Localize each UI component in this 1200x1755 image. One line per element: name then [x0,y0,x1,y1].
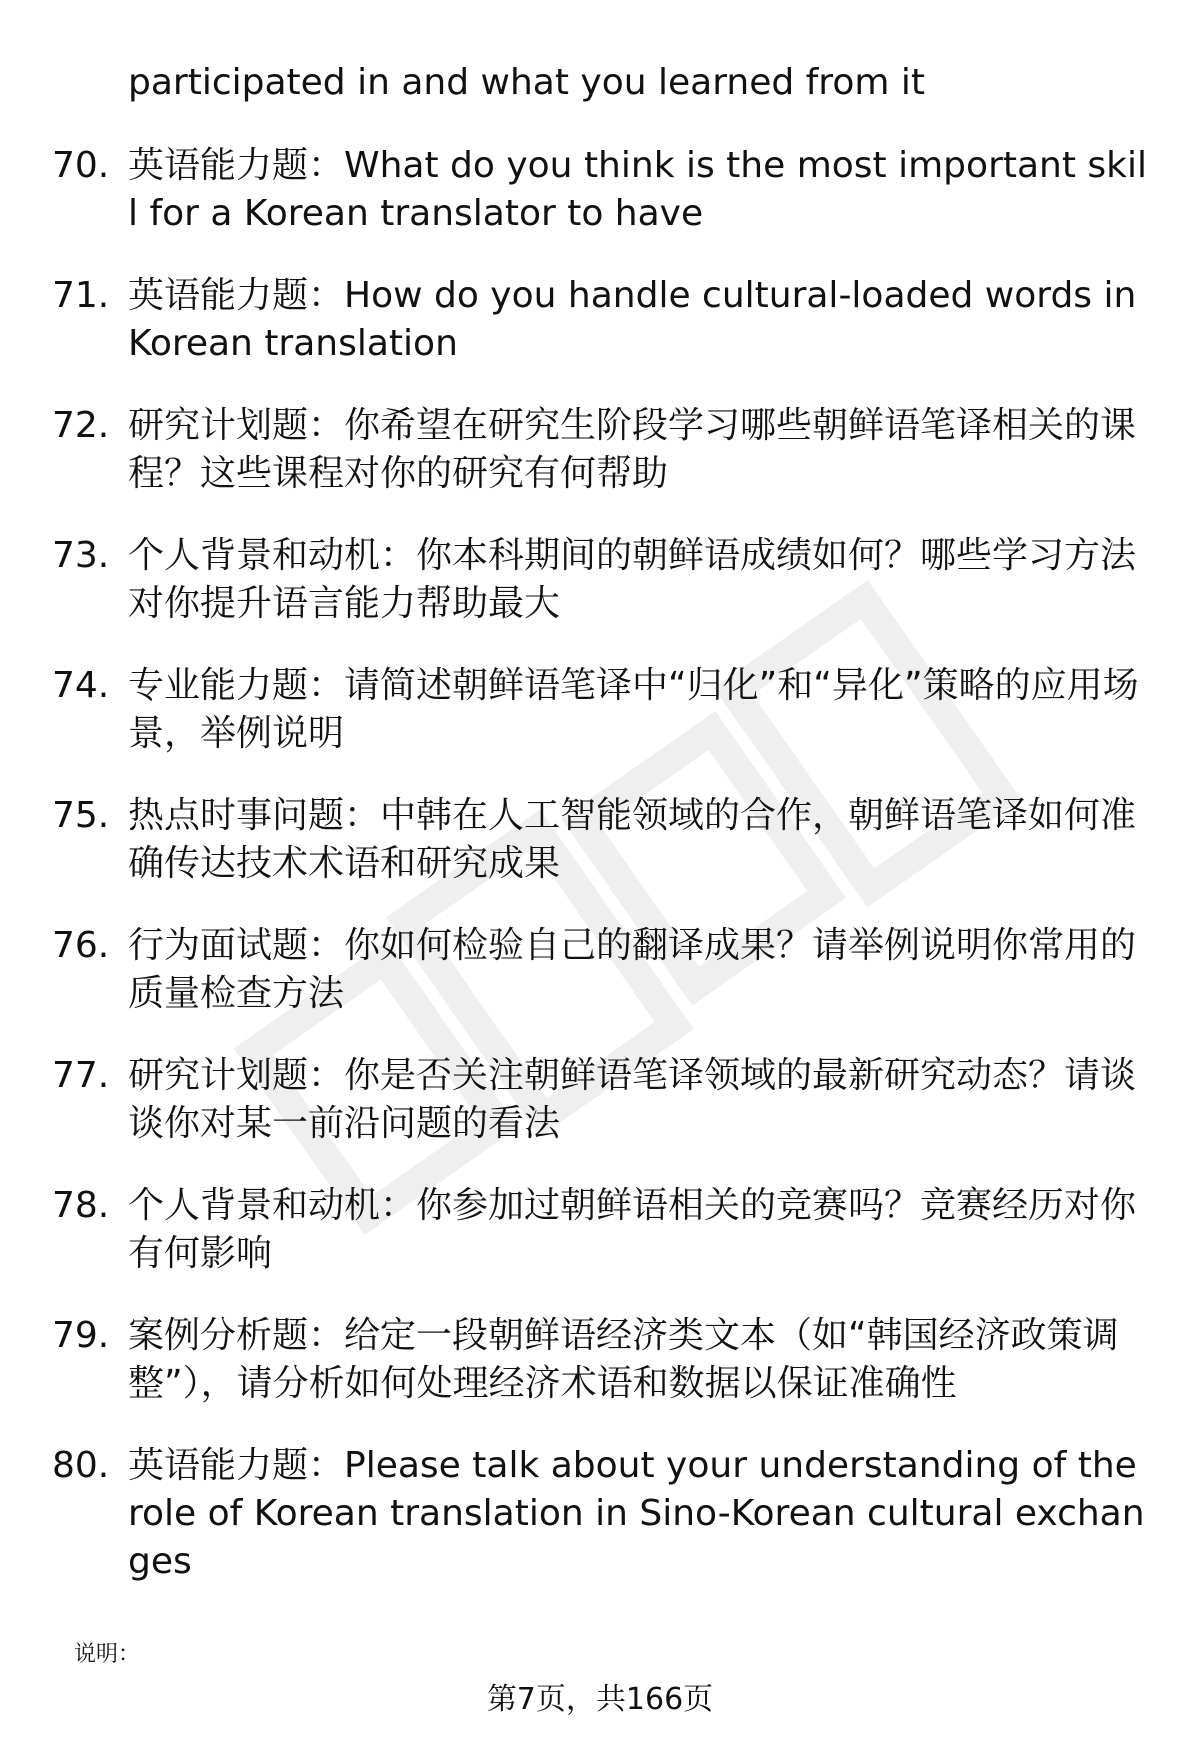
question-text: 英语能力题：Please talk about your understanding of the role of Korean translation in Sino-Korean cultural exchanges [128,1445,1145,1582]
question-text: 热点时事问题：中韩在人工智能领域的合作，朝鲜语笔译如何准确传达技术术语和研究成果 [128,795,1137,884]
question-item [52,1442,1152,1586]
question-item [52,272,1152,368]
question-item [52,402,1152,498]
question-list [52,142,1152,1620]
question-number: 80. [52,1445,110,1486]
question-number: 72. [52,405,110,446]
page-footer: 第7页，共166页 [486,1682,714,1717]
question-number: 70. [52,145,110,186]
question-text: 英语能力题：How do you handle cultural-loaded words in Korean translation [128,275,1137,364]
question-item [52,922,1152,1018]
question-number: 75. [52,795,110,836]
question-text: 英语能力题：What do you think is the most important skill for a Korean translator to have [128,145,1148,234]
note-label: 说明： [74,1642,141,1667]
question-text: 专业能力题：请简述朝鲜语笔译中“归化”和“异化”策略的应用场景，举例说明 [128,665,1139,754]
question-item [52,532,1152,628]
question-item [52,1312,1152,1408]
question-number: 79. [52,1315,110,1356]
question-number: 76. [52,925,110,966]
question-number: 77. [52,1055,110,1096]
question-item [52,142,1152,238]
question-item [52,1052,1152,1148]
question-text: 研究计划题：你是否关注朝鲜语笔译领域的最新研究动态？请谈谈你对某一前沿问题的看法 [128,1055,1137,1144]
question-text: 个人背景和动机：你本科期间的朝鲜语成绩如何？哪些学习方法对你提升语言能力帮助最大 [128,535,1137,624]
question-text: 个人背景和动机：你参加过朝鲜语相关的竞赛吗？竞赛经历对你有何影响 [128,1185,1137,1274]
question-text: 研究计划题：你希望在研究生阶段学习哪些朝鲜语笔译相关的课程？这些课程对你的研究有何帮助 [128,405,1137,494]
question-number: 74. [52,665,110,706]
question-number: 71. [52,275,110,316]
question-item [52,792,1152,888]
continued-question-text: participated in and what you learned from it [128,62,925,103]
question-item [52,1182,1152,1278]
question-text: 行为面试题：你如何检验自己的翻译成果？请举例说明你常用的质量检查方法 [128,925,1137,1014]
question-text: 案例分析题：给定一段朝鲜语经济类文本（如“韩国经济政策调整”），请分析如何处理经济术语和数据以保证准确性 [128,1315,1119,1404]
question-number: 78. [52,1185,110,1226]
question-number: 73. [52,535,110,576]
question-item [52,662,1152,758]
